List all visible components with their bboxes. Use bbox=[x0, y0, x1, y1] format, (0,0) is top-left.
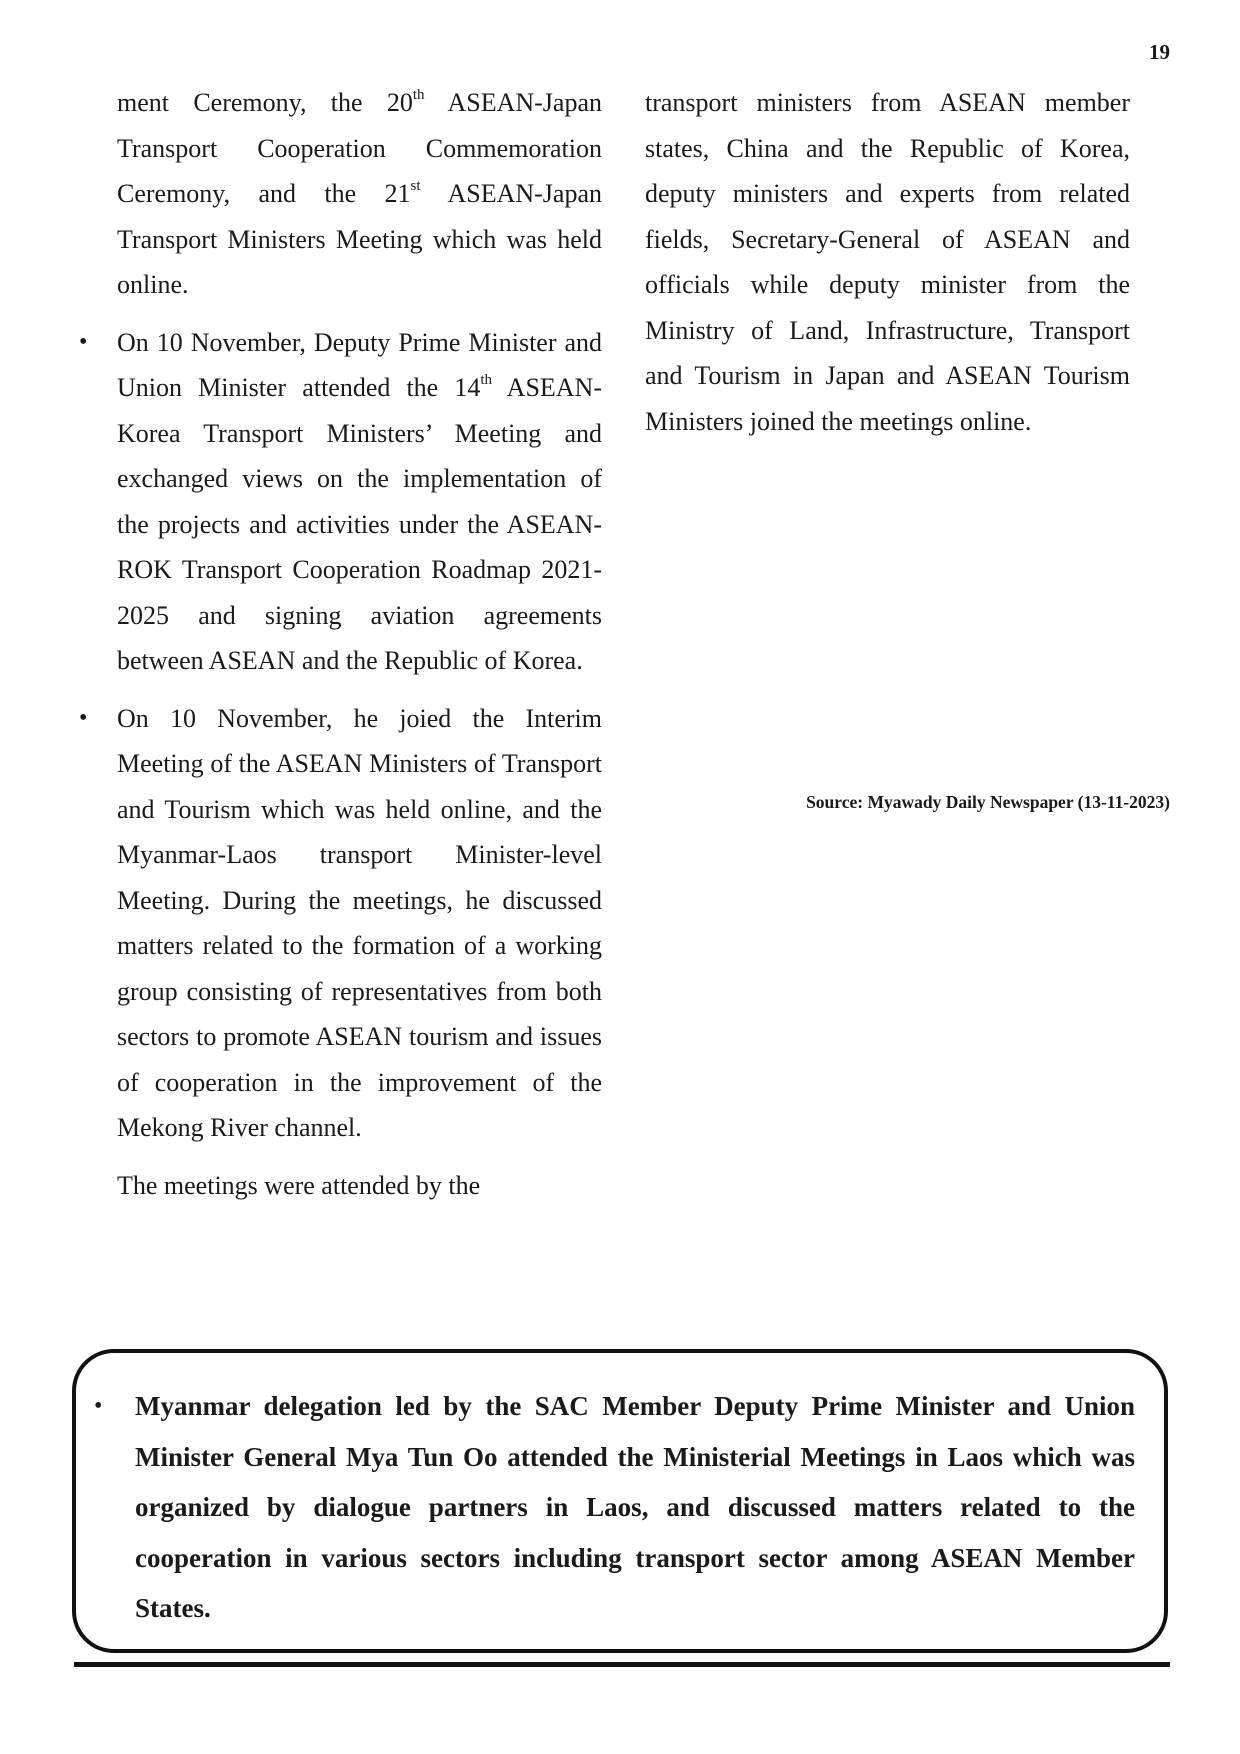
continuation-paragraph: transport ministers from ASEAN member states, China and the Republic of Korea, deputy ministers and experts from related fields, Secretary-General of ASEAN and officials while deputy minister from the Ministry of Land, Infrastructure, Transport and Tourism in Japan and ASEAN Tourism Ministers joined the meetings online. bbox=[645, 88, 1130, 436]
continuation-paragraph bbox=[117, 80, 602, 308]
bullet-text: On 10 November, he joied the Interim Meeting of the ASEAN Ministers of Transport and Tourism which was held online, and the Myanmar-Laos transport Minister-level Meeting. During the meetings, he discussed matters related to the formation of a working group consisting of representatives from both sectors to promote ASEAN tourism and issues of cooperation in the improvement of the Mekong River channel. bbox=[117, 703, 602, 1142]
ordinal-suffix: th bbox=[480, 372, 492, 388]
bullet-text-2: ASEAN-Korea Transport Ministers’ Meeting and exchanged views on the implementation of the projects and activities under the ASEAN-ROK Transport Cooperation Roadmap 2021-2025 and signing aviation agreements between ASEAN and the Republic of Korea. bbox=[117, 373, 602, 675]
ordinal-suffix: th bbox=[412, 87, 425, 103]
continuation-text-2: ASEAN-Japan Transport Cooperation Commemoration Ceremony, and the 21 bbox=[117, 88, 602, 208]
page-number: 19 bbox=[1149, 40, 1170, 64]
closing-paragraph: The meetings were attended by the bbox=[117, 1170, 481, 1200]
continuation-text-1: ment Ceremony, the 20 bbox=[117, 88, 413, 117]
source-citation: Source: Myawady Daily Newspaper (13-11-2023) bbox=[806, 792, 1170, 812]
bullet-icon: • bbox=[79, 328, 88, 355]
bullet-icon: • bbox=[94, 1393, 103, 1419]
bullet-text-1: On 10 November, Deputy Prime Minister and Union Minister attended the 14 bbox=[117, 327, 602, 402]
bullet-item-asean-korea bbox=[79, 320, 602, 684]
ordinal-suffix: st bbox=[410, 178, 421, 194]
bottom-divider bbox=[74, 1662, 1170, 1667]
summary-text: Myanmar delegation led by the SAC Member Deputy Prime Minister and Union Minister General Mya Tun Oo attended the Ministerial Meetings in Laos which was organized by dialogue partners in Laos, and discussed matters related to the cooperation in various sectors including transport sector among ASEAN Member States. bbox=[135, 1391, 1135, 1623]
right-column bbox=[645, 80, 1130, 456]
bullet-item-interim-meeting bbox=[79, 696, 602, 1151]
bullet-icon: • bbox=[79, 704, 88, 731]
summary-box bbox=[72, 1349, 1168, 1653]
left-column bbox=[79, 80, 603, 1220]
continuation-text-3: ASEAN-Japan Transport Ministers Meeting which was held online. bbox=[117, 179, 603, 299]
